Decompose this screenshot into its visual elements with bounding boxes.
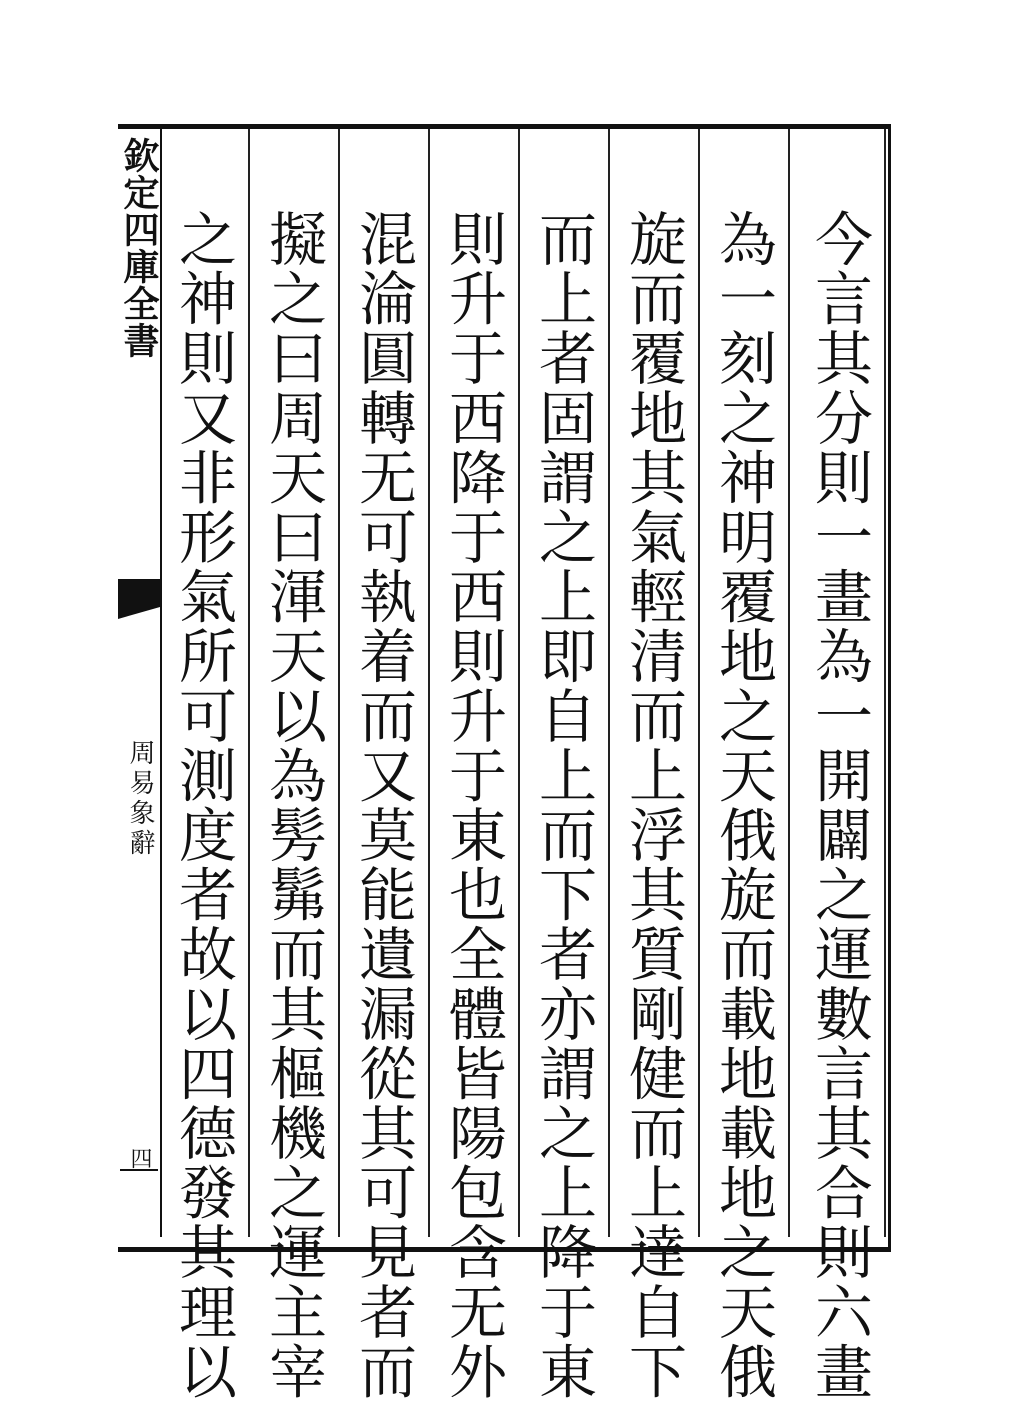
column-text: 今言其分則一畫為一開闢之運數言其合則六畫 <box>805 209 873 1401</box>
margin-book-title: 欽定四庫全書 <box>118 137 160 359</box>
column-text: 而上者固謂之上即自上而下者亦謂之上降于東 <box>529 209 597 1401</box>
column-text: 旋而覆地其氣輕清而上浮其質剛健而上達自下 <box>619 209 687 1401</box>
text-column-2 <box>700 129 790 1401</box>
text-column-1 <box>790 129 886 1401</box>
column-text: 混淪圓轉无可執着而又莫能遺漏從其可見者而 <box>349 209 417 1401</box>
margin-section-title: 周易象辭 <box>125 739 155 859</box>
text-column-3 <box>610 129 700 1401</box>
column-text: 則升于西降于西則升于東也全體皆陽包含无外 <box>439 209 507 1401</box>
column-text: 擬之曰周天曰渾天以為髣髴而其樞機之運主宰 <box>259 209 327 1401</box>
text-column-5 <box>430 129 520 1401</box>
text-column-8 <box>160 129 250 1401</box>
column-text: 為一刻之神明覆地之天俄旋而載地載地之天俄 <box>709 209 777 1401</box>
text-column-4 <box>520 129 610 1401</box>
column-text: 之神則又非形氣所可測度者故以四德發其理以 <box>169 209 237 1401</box>
margin-column <box>118 129 162 1237</box>
margin-page-number: 四 <box>120 1147 158 1171</box>
text-column-7 <box>250 129 340 1401</box>
fishtail-mark-icon <box>118 579 160 619</box>
text-column-6 <box>340 129 430 1401</box>
